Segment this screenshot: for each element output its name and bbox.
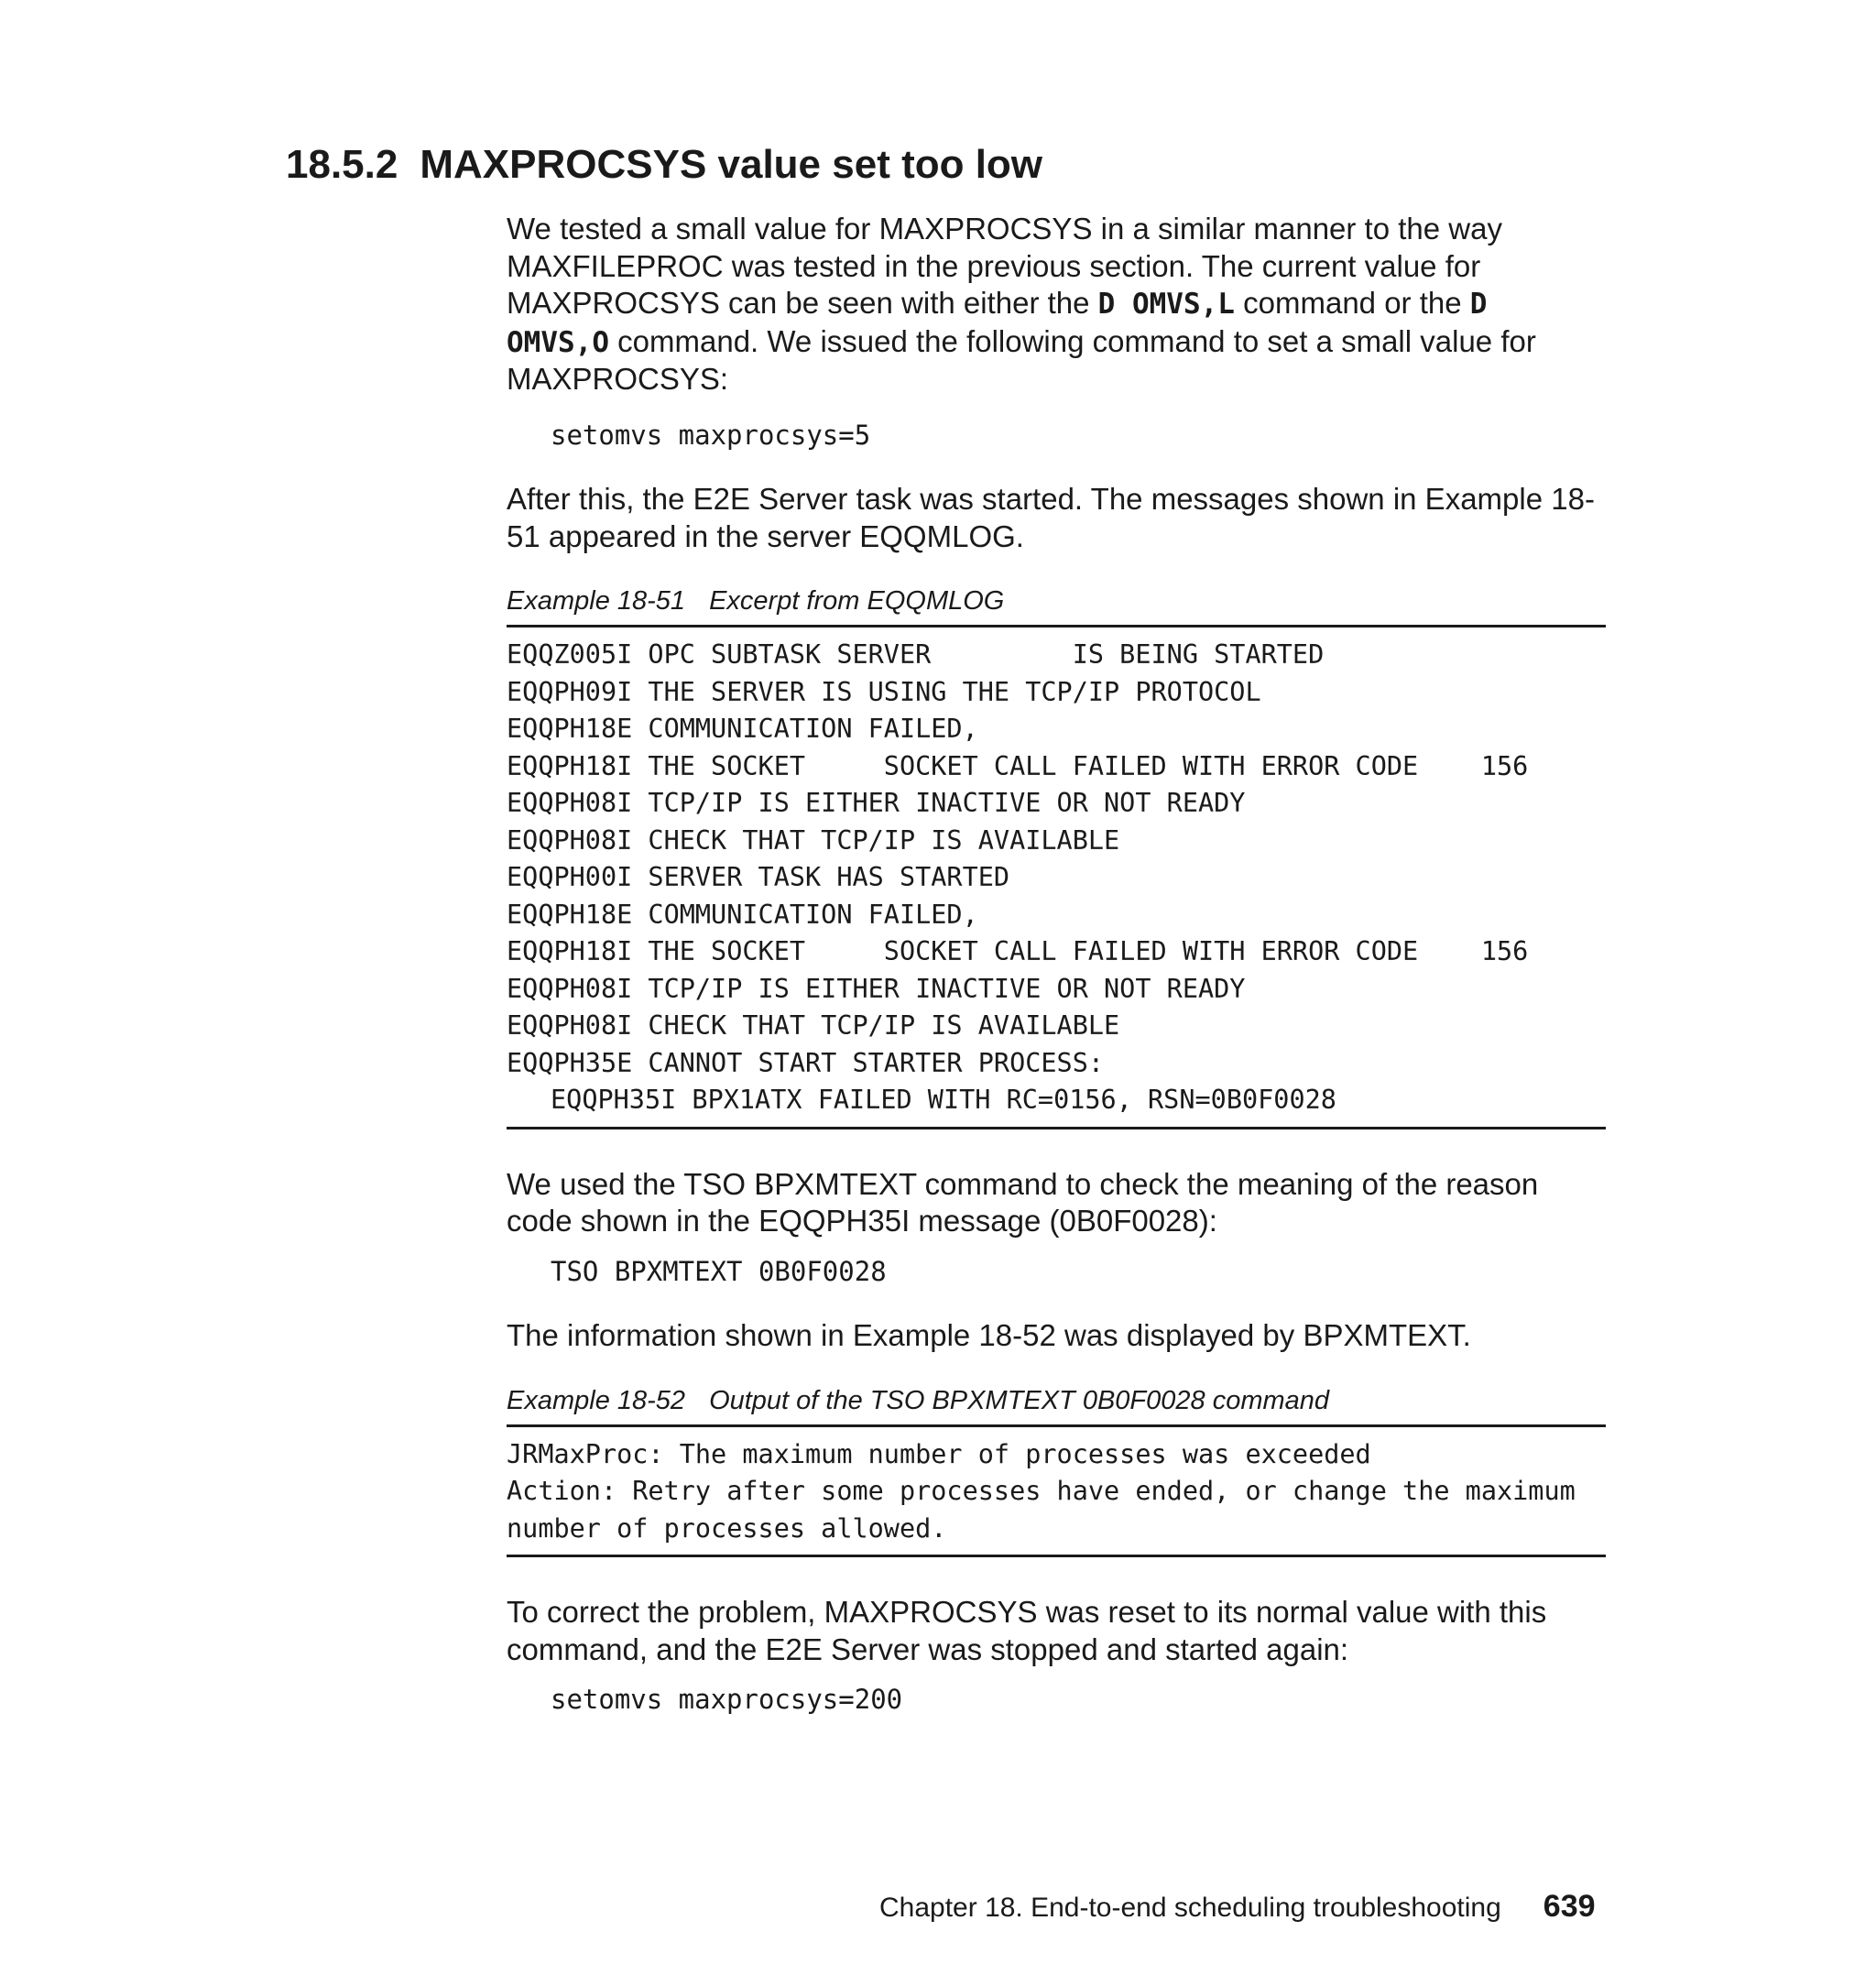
example-18-52-caption — [507, 1382, 1606, 1419]
section-number: 18.5.2 — [286, 142, 398, 187]
log-line: EQQPH08I TCP/IP IS EITHER INACTIVE OR NOT READY — [507, 788, 1246, 818]
bpxmtext-paragraph: We used the TSO BPXMTEXT command to check the meaning of the reason code shown in the EQQPH35I message (0B0F0028): — [507, 1166, 1539, 1238]
body-content — [507, 211, 1606, 1719]
section-title: MAXPROCSYS value set too low — [420, 142, 1043, 187]
server-started-paragraph: After this, the E2E Server task was started. The messages shown in Example 18-51 appeared in the server EQQMLOG. — [507, 482, 1595, 553]
example-18-51-label: Example 18-51 — [507, 586, 686, 616]
section-heading — [286, 139, 1042, 191]
log-line: EQQZ005I OPC SUBTASK SERVER IS BEING STARTED — [507, 639, 1325, 670]
page-number: 639 — [1543, 1889, 1596, 1924]
log-line: EQQPH08I CHECK THAT TCP/IP IS AVAILABLE — [507, 824, 1120, 856]
log-line: EQQPH08I CHECK THAT TCP/IP IS AVAILABLE — [507, 1010, 1120, 1041]
output-line: number of processes allowed. — [507, 1512, 947, 1544]
example-18-51-caption — [507, 583, 1606, 619]
footer-chapter-title: Chapter 18. End-to-end scheduling troubleshooting — [879, 1893, 1501, 1923]
log-line: EQQPH09I THE SERVER IS USING THE TCP/IP PROTOCOL — [507, 676, 1261, 707]
page-footer — [879, 1889, 1596, 1925]
example-18-52-box — [507, 1424, 1606, 1558]
command-setomvs-normal: setomvs maxprocsys=200 — [551, 1684, 903, 1715]
example-18-51-box — [507, 625, 1606, 1129]
command-tso-bpxmtext: TSO BPXMTEXT 0B0F0028 — [551, 1255, 887, 1287]
example-18-52-label: Example 18-52 — [507, 1385, 686, 1415]
intro-text-a: We tested a small value for MAXPROCSYS in a similar manner to the way MAXFILEPROC was tested in the previous section. The current value for MAXPROCSYS can be seen with either the — [507, 212, 1502, 320]
output-line: Action: Retry after some processes have ended, or change the maximum — [507, 1476, 1576, 1506]
log-line: EQQPH08I TCP/IP IS EITHER INACTIVE OR NOT READY — [507, 973, 1246, 1004]
log-line: EQQPH18E COMMUNICATION FAILED, — [507, 899, 978, 930]
log-line: EQQPH00I SERVER TASK HAS STARTED — [507, 862, 1010, 892]
bpxmtext-result-paragraph: The information shown in Example 18-52 was displayed by BPXMTEXT. — [507, 1318, 1471, 1352]
log-line: EQQPH18I THE SOCKET SOCKET CALL FAILED WITH ERROR CODE 156 — [507, 750, 1529, 781]
intro-text-b: command or the — [1234, 286, 1470, 320]
inline-command-d-omvs-o: D OMVS,O — [507, 288, 1488, 359]
intro-text-c: command. We issued the following command to set a small value for MAXPROCSYS: — [507, 323, 1536, 396]
correction-paragraph: To correct the problem, MAXPROCSYS was reset to its normal value with this command, and the E2E Server was stopped and started again: — [507, 1595, 1547, 1666]
intro-paragraph — [507, 211, 1606, 398]
example-18-51-title: Excerpt from EQQMLOG — [709, 586, 1005, 616]
example-18-52-title: Output of the TSO BPXMTEXT 0B0F0028 command — [709, 1385, 1330, 1415]
command-setomvs-low: setomvs maxprocsys=5 — [551, 419, 871, 451]
output-line: JRMaxProc: The maximum number of processes was exceeded — [507, 1438, 1371, 1469]
log-line: EQQPH18E COMMUNICATION FAILED, — [507, 714, 978, 744]
log-line: EQQPH35E CANNOT START STARTER PROCESS: — [507, 1047, 1105, 1078]
log-line: EQQPH18I THE SOCKET SOCKET CALL FAILED WITH ERROR CODE 156 — [507, 936, 1529, 966]
inline-command-d-omvs-l: D OMVS,L — [1097, 288, 1235, 321]
log-line-indented: EQQPH35I BPX1ATX FAILED WITH RC=0156, RSN=0B0F0028 — [551, 1085, 1336, 1115]
